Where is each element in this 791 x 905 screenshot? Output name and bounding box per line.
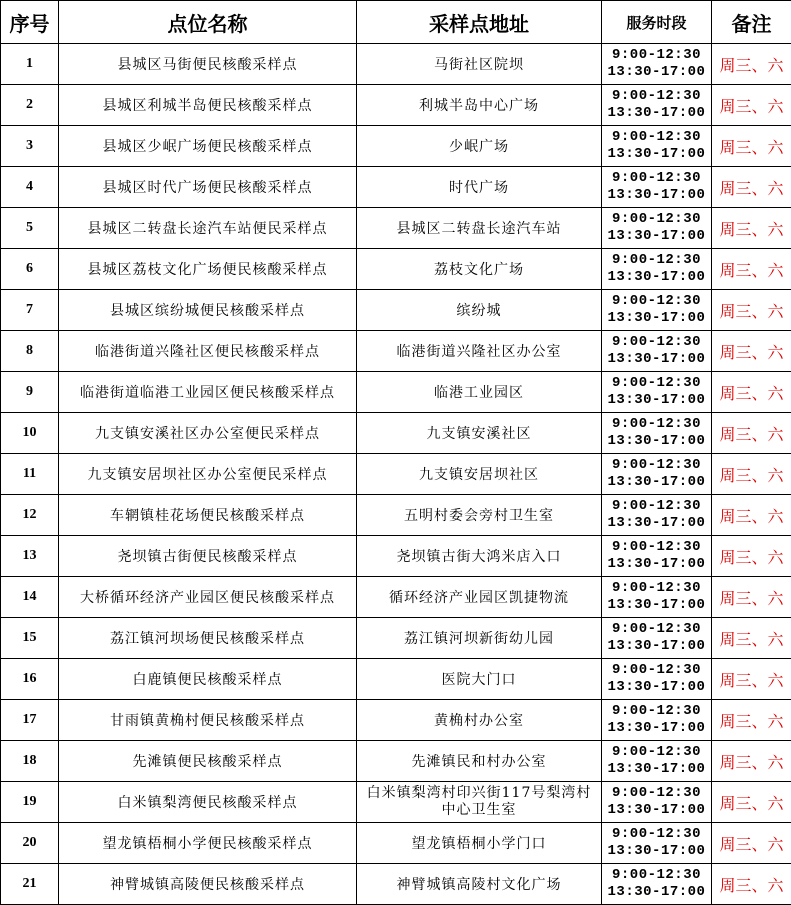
site-address: 荔江镇河坝新街幼儿园 <box>357 618 602 659</box>
morning-hours: 9:00-12:30 <box>611 826 701 842</box>
afternoon-hours: 13:30-17:00 <box>607 105 706 121</box>
service-hours <box>602 495 712 536</box>
remarks: 周三、六 <box>712 741 791 782</box>
afternoon-hours: 13:30-17:00 <box>607 679 706 695</box>
site-address: 白米镇梨湾村印兴街117号梨湾村中心卫生室 <box>357 782 602 823</box>
remarks: 周三、六 <box>712 823 791 864</box>
table-row <box>1 823 791 864</box>
afternoon-hours: 13:30-17:00 <box>607 515 706 531</box>
remarks: 周三、六 <box>712 659 791 700</box>
serial-number: 2 <box>1 85 59 126</box>
afternoon-hours: 13:30-17:00 <box>607 761 706 777</box>
service-hours <box>602 454 712 495</box>
afternoon-hours: 13:30-17:00 <box>607 392 706 408</box>
site-address: 循环经济产业园区凯捷物流 <box>357 577 602 618</box>
site-name: 临港街道临港工业园区便民核酸采样点 <box>59 372 357 413</box>
remarks: 周三、六 <box>712 290 791 331</box>
site-name: 神臂城镇高陵便民核酸采样点 <box>59 864 357 905</box>
serial-number: 9 <box>1 372 59 413</box>
site-address: 缤纷城 <box>357 290 602 331</box>
remarks: 周三、六 <box>712 864 791 905</box>
site-name: 县城区马街便民核酸采样点 <box>59 44 357 85</box>
serial-number: 21 <box>1 864 59 905</box>
morning-hours: 9:00-12:30 <box>611 88 701 104</box>
afternoon-hours: 13:30-17:00 <box>607 310 706 326</box>
serial-number: 18 <box>1 741 59 782</box>
site-address: 先滩镇民和村办公室 <box>357 741 602 782</box>
service-hours <box>602 290 712 331</box>
table-row <box>1 249 791 290</box>
site-address: 少岷广场 <box>357 126 602 167</box>
service-hours <box>602 249 712 290</box>
remarks: 周三、六 <box>712 413 791 454</box>
service-hours <box>602 126 712 167</box>
afternoon-hours: 13:30-17:00 <box>607 64 706 80</box>
table-row <box>1 741 791 782</box>
header-row <box>1 1 791 44</box>
morning-hours: 9:00-12:30 <box>611 744 701 760</box>
site-address: 黄桷村办公室 <box>357 700 602 741</box>
serial-number: 13 <box>1 536 59 577</box>
table-row <box>1 126 791 167</box>
afternoon-hours: 13:30-17:00 <box>607 433 706 449</box>
site-address: 尧坝镇古街大鸿米店入口 <box>357 536 602 577</box>
morning-hours: 9:00-12:30 <box>611 539 701 555</box>
table-row <box>1 700 791 741</box>
afternoon-hours: 13:30-17:00 <box>607 884 706 900</box>
remarks: 周三、六 <box>712 85 791 126</box>
header-remarks: 备注 <box>712 1 791 44</box>
morning-hours: 9:00-12:30 <box>611 416 701 432</box>
service-hours <box>602 577 712 618</box>
service-hours <box>602 823 712 864</box>
service-hours <box>602 85 712 126</box>
morning-hours: 9:00-12:30 <box>611 252 701 268</box>
remarks: 周三、六 <box>712 495 791 536</box>
morning-hours: 9:00-12:30 <box>611 785 701 801</box>
remarks: 周三、六 <box>712 454 791 495</box>
serial-number: 7 <box>1 290 59 331</box>
remarks: 周三、六 <box>712 126 791 167</box>
site-name: 县城区二转盘长途汽车站便民采样点 <box>59 208 357 249</box>
remarks: 周三、六 <box>712 782 791 823</box>
site-address: 望龙镇梧桐小学门口 <box>357 823 602 864</box>
table-row <box>1 85 791 126</box>
site-name: 荔江镇河坝场便民核酸采样点 <box>59 618 357 659</box>
site-name: 县城区荔枝文化广场便民核酸采样点 <box>59 249 357 290</box>
table-row <box>1 167 791 208</box>
afternoon-hours: 13:30-17:00 <box>607 187 706 203</box>
site-name: 大桥循环经济产业园区便民核酸采样点 <box>59 577 357 618</box>
site-address: 荔枝文化广场 <box>357 249 602 290</box>
site-address: 神臂城镇高陵村文化广场 <box>357 864 602 905</box>
service-hours <box>602 413 712 454</box>
afternoon-hours: 13:30-17:00 <box>607 843 706 859</box>
service-hours <box>602 208 712 249</box>
serial-number: 6 <box>1 249 59 290</box>
service-hours <box>602 44 712 85</box>
table-row <box>1 413 791 454</box>
service-hours <box>602 167 712 208</box>
morning-hours: 9:00-12:30 <box>611 47 701 63</box>
site-name: 先滩镇便民核酸采样点 <box>59 741 357 782</box>
serial-number: 1 <box>1 44 59 85</box>
header-site-name: 点位名称 <box>59 1 357 44</box>
remarks: 周三、六 <box>712 536 791 577</box>
site-address: 五明村委会旁村卫生室 <box>357 495 602 536</box>
serial-number: 3 <box>1 126 59 167</box>
serial-number: 20 <box>1 823 59 864</box>
service-hours <box>602 741 712 782</box>
morning-hours: 9:00-12:30 <box>611 498 701 514</box>
morning-hours: 9:00-12:30 <box>611 334 701 350</box>
morning-hours: 9:00-12:30 <box>611 621 701 637</box>
table-row <box>1 454 791 495</box>
service-hours <box>602 700 712 741</box>
site-name: 白米镇梨湾便民核酸采样点 <box>59 782 357 823</box>
afternoon-hours: 13:30-17:00 <box>607 597 706 613</box>
afternoon-hours: 13:30-17:00 <box>607 474 706 490</box>
service-hours <box>602 372 712 413</box>
remarks: 周三、六 <box>712 372 791 413</box>
morning-hours: 9:00-12:30 <box>611 129 701 145</box>
site-name: 尧坝镇古街便民核酸采样点 <box>59 536 357 577</box>
morning-hours: 9:00-12:30 <box>611 375 701 391</box>
serial-number: 17 <box>1 700 59 741</box>
site-address: 医院大门口 <box>357 659 602 700</box>
table-row <box>1 44 791 85</box>
afternoon-hours: 13:30-17:00 <box>607 720 706 736</box>
service-hours <box>602 782 712 823</box>
header-site-address: 采样点地址 <box>357 1 602 44</box>
morning-hours: 9:00-12:30 <box>611 703 701 719</box>
site-name: 县城区时代广场便民核酸采样点 <box>59 167 357 208</box>
table-row <box>1 331 791 372</box>
serial-number: 8 <box>1 331 59 372</box>
remarks: 周三、六 <box>712 167 791 208</box>
afternoon-hours: 13:30-17:00 <box>607 802 706 818</box>
site-name: 临港街道兴隆社区便民核酸采样点 <box>59 331 357 372</box>
site-address: 时代广场 <box>357 167 602 208</box>
table-row <box>1 659 791 700</box>
site-name: 九支镇安居坝社区办公室便民采样点 <box>59 454 357 495</box>
header-service-hours: 服务时段 <box>602 1 712 44</box>
remarks: 周三、六 <box>712 331 791 372</box>
serial-number: 12 <box>1 495 59 536</box>
serial-number: 10 <box>1 413 59 454</box>
service-hours <box>602 659 712 700</box>
morning-hours: 9:00-12:30 <box>611 662 701 678</box>
serial-number: 15 <box>1 618 59 659</box>
site-address: 九支镇安居坝社区 <box>357 454 602 495</box>
table-row <box>1 782 791 823</box>
remarks: 周三、六 <box>712 44 791 85</box>
morning-hours: 9:00-12:30 <box>611 580 701 596</box>
serial-number: 5 <box>1 208 59 249</box>
service-hours <box>602 331 712 372</box>
remarks: 周三、六 <box>712 700 791 741</box>
site-name: 白鹿镇便民核酸采样点 <box>59 659 357 700</box>
serial-number: 4 <box>1 167 59 208</box>
table-row <box>1 495 791 536</box>
serial-number: 14 <box>1 577 59 618</box>
remarks: 周三、六 <box>712 577 791 618</box>
afternoon-hours: 13:30-17:00 <box>607 146 706 162</box>
table-row <box>1 577 791 618</box>
afternoon-hours: 13:30-17:00 <box>607 269 706 285</box>
remarks: 周三、六 <box>712 618 791 659</box>
site-name: 甘雨镇黄桷村便民核酸采样点 <box>59 700 357 741</box>
table-row <box>1 536 791 577</box>
morning-hours: 9:00-12:30 <box>611 170 701 186</box>
serial-number: 19 <box>1 782 59 823</box>
serial-number: 16 <box>1 659 59 700</box>
site-name: 望龙镇梧桐小学便民核酸采样点 <box>59 823 357 864</box>
site-name: 县城区少岷广场便民核酸采样点 <box>59 126 357 167</box>
site-address: 九支镇安溪社区 <box>357 413 602 454</box>
morning-hours: 9:00-12:30 <box>611 293 701 309</box>
header-serial-number: 序号 <box>1 1 59 44</box>
service-hours <box>602 864 712 905</box>
table-row <box>1 618 791 659</box>
site-address: 县城区二转盘长途汽车站 <box>357 208 602 249</box>
service-hours <box>602 618 712 659</box>
table-row <box>1 208 791 249</box>
afternoon-hours: 13:30-17:00 <box>607 638 706 654</box>
site-name: 车辋镇桂花场便民核酸采样点 <box>59 495 357 536</box>
morning-hours: 9:00-12:30 <box>611 211 701 227</box>
site-name: 县城区缤纷城便民核酸采样点 <box>59 290 357 331</box>
site-address: 临港街道兴隆社区办公室 <box>357 331 602 372</box>
afternoon-hours: 13:30-17:00 <box>607 228 706 244</box>
table-row <box>1 864 791 905</box>
remarks: 周三、六 <box>712 208 791 249</box>
service-hours <box>602 536 712 577</box>
site-address: 利城半岛中心广场 <box>357 85 602 126</box>
morning-hours: 9:00-12:30 <box>611 867 701 883</box>
morning-hours: 9:00-12:30 <box>611 457 701 473</box>
site-name: 九支镇安溪社区办公室便民采样点 <box>59 413 357 454</box>
site-address: 马街社区院坝 <box>357 44 602 85</box>
site-address: 临港工业园区 <box>357 372 602 413</box>
table-row <box>1 372 791 413</box>
remarks: 周三、六 <box>712 249 791 290</box>
table-row <box>1 290 791 331</box>
serial-number: 11 <box>1 454 59 495</box>
afternoon-hours: 13:30-17:00 <box>607 556 706 572</box>
afternoon-hours: 13:30-17:00 <box>607 351 706 367</box>
site-name: 县城区利城半岛便民核酸采样点 <box>59 85 357 126</box>
